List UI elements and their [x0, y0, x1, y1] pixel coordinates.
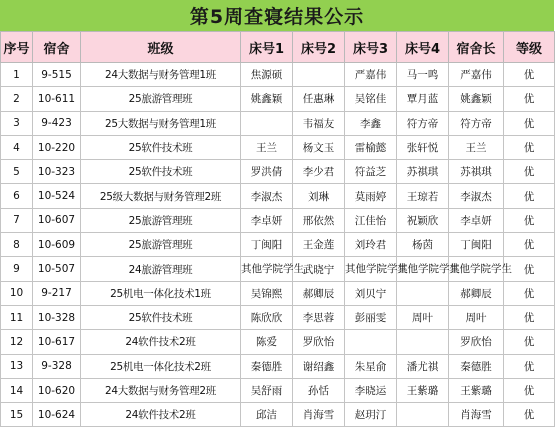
bed2-cell: 李思蓉 — [293, 305, 345, 329]
table-row — [1, 281, 555, 305]
class-cell: 24旅游管理班 — [81, 257, 241, 281]
leader-cell: 其他学院学生 — [449, 257, 504, 281]
bed1-cell: 秦德胜 — [241, 354, 293, 378]
table-row — [1, 403, 555, 427]
header-dorm: 宿舍 — [33, 32, 81, 63]
bed2-cell: 韦福友 — [293, 111, 345, 135]
bed3-cell: 其他学院学生 — [345, 257, 397, 281]
bed1-cell: 王兰 — [241, 135, 293, 159]
row-number: 11 — [1, 305, 33, 329]
bed4-cell: 马一鸣 — [397, 63, 449, 87]
header-bed3: 床号3 — [345, 32, 397, 63]
bed3-cell: 朱星俞 — [345, 354, 397, 378]
bed2-cell: 郝卿辰 — [293, 281, 345, 305]
dorm-cell: 9-515 — [33, 63, 81, 87]
grade-cell: 优 — [504, 281, 555, 305]
leader-cell: 肖海雪 — [449, 403, 504, 427]
bed4-cell: 潘尤祺 — [397, 354, 449, 378]
leader-cell: 苏祺琪 — [449, 160, 504, 184]
row-number: 13 — [1, 354, 33, 378]
table-row — [1, 208, 555, 232]
class-cell: 25软件技术班 — [81, 305, 241, 329]
bed4-cell: 王琼若 — [397, 184, 449, 208]
row-number: 3 — [1, 111, 33, 135]
dorm-cell: 9-217 — [33, 281, 81, 305]
leader-cell: 郝卿辰 — [449, 281, 504, 305]
row-number: 6 — [1, 184, 33, 208]
bed4-cell: 杨茵 — [397, 233, 449, 257]
bed1-cell: 吴舒雨 — [241, 378, 293, 402]
leader-cell: 李卓妍 — [449, 208, 504, 232]
bed3-cell: 莫雨婷 — [345, 184, 397, 208]
bed1-cell — [241, 111, 293, 135]
dorm-cell: 10-220 — [33, 135, 81, 159]
bed2-cell: 谢绍鑫 — [293, 354, 345, 378]
class-cell: 24软件技术2班 — [81, 403, 241, 427]
dorm-cell: 10-609 — [33, 233, 81, 257]
bed4-cell: 符方帝 — [397, 111, 449, 135]
bed4-cell: 祝颖欣 — [397, 208, 449, 232]
header-grade: 等级 — [504, 32, 555, 63]
bed4-cell: 覃月蓝 — [397, 87, 449, 111]
header-bed1: 床号1 — [241, 32, 293, 63]
header-bed4: 床号4 — [397, 32, 449, 63]
page-title: 第5周查寝结果公示 — [0, 0, 554, 31]
bed4-cell — [397, 330, 449, 354]
dorm-cell: 10-620 — [33, 378, 81, 402]
bed2-cell: 孙恬 — [293, 378, 345, 402]
class-cell: 25软件技术班 — [81, 135, 241, 159]
dorm-cell: 9-328 — [33, 354, 81, 378]
header-no: 序号 — [1, 32, 33, 63]
class-cell: 25级大数据与财务管理2班 — [81, 184, 241, 208]
header-bed2: 床号2 — [293, 32, 345, 63]
row-number: 4 — [1, 135, 33, 159]
row-number: 12 — [1, 330, 33, 354]
row-number: 9 — [1, 257, 33, 281]
table-row — [1, 378, 555, 402]
dorm-cell: 10-507 — [33, 257, 81, 281]
class-cell: 24大数据与财务管理2班 — [81, 378, 241, 402]
dorm-cell: 10-328 — [33, 305, 81, 329]
grade-cell: 优 — [504, 111, 555, 135]
bed4-cell: 周叶 — [397, 305, 449, 329]
grade-cell: 优 — [504, 354, 555, 378]
bed3-cell: 符益芝 — [345, 160, 397, 184]
class-cell: 25旅游管理班 — [81, 208, 241, 232]
leader-cell: 王兰 — [449, 135, 504, 159]
bed1-cell: 丁闽阳 — [241, 233, 293, 257]
row-number: 1 — [1, 63, 33, 87]
header-leader: 宿舍长 — [449, 32, 504, 63]
bed3-cell: 彭丽雯 — [345, 305, 397, 329]
inspection-table — [0, 31, 555, 427]
bed3-cell: 江佳怡 — [345, 208, 397, 232]
bed2-cell: 罗欣怡 — [293, 330, 345, 354]
class-cell: 25旅游管理班 — [81, 233, 241, 257]
bed1-cell: 吴锦熙 — [241, 281, 293, 305]
bed1-cell: 邱洁 — [241, 403, 293, 427]
class-cell: 25机电一体化技术1班 — [81, 281, 241, 305]
table-row — [1, 330, 555, 354]
dorm-cell: 10-323 — [33, 160, 81, 184]
grade-cell: 优 — [504, 378, 555, 402]
row-number: 10 — [1, 281, 33, 305]
bed3-cell: 赵玥汀 — [345, 403, 397, 427]
dorm-cell: 10-617 — [33, 330, 81, 354]
row-number: 5 — [1, 160, 33, 184]
bed4-cell: 苏祺琪 — [397, 160, 449, 184]
bed2-cell: 任惠琳 — [293, 87, 345, 111]
grade-cell: 优 — [504, 160, 555, 184]
row-number: 15 — [1, 403, 33, 427]
bed1-cell: 焦源硕 — [241, 63, 293, 87]
bed2-cell: 王金莲 — [293, 233, 345, 257]
grade-cell: 优 — [504, 257, 555, 281]
table-row — [1, 160, 555, 184]
row-number: 7 — [1, 208, 33, 232]
table-row — [1, 354, 555, 378]
class-cell: 25机电一体化技术2班 — [81, 354, 241, 378]
table-row — [1, 184, 555, 208]
bed4-cell: 其他学院学生 — [397, 257, 449, 281]
bed2-cell: 李少君 — [293, 160, 345, 184]
grade-cell: 优 — [504, 87, 555, 111]
bed3-cell: 李晓运 — [345, 378, 397, 402]
bed4-cell: 张轩悦 — [397, 135, 449, 159]
leader-cell: 王紫璐 — [449, 378, 504, 402]
leader-cell: 罗欣怡 — [449, 330, 504, 354]
bed2-cell: 邢依然 — [293, 208, 345, 232]
grade-cell: 优 — [504, 63, 555, 87]
class-cell: 25软件技术班 — [81, 160, 241, 184]
leader-cell: 秦德胜 — [449, 354, 504, 378]
grade-cell: 优 — [504, 330, 555, 354]
grade-cell: 优 — [504, 135, 555, 159]
leader-cell: 周叶 — [449, 305, 504, 329]
bed3-cell: 雷榆懿 — [345, 135, 397, 159]
bed2-cell — [293, 63, 345, 87]
bed2-cell: 杨文玉 — [293, 135, 345, 159]
bed2-cell: 肖海雪 — [293, 403, 345, 427]
table-row — [1, 63, 555, 87]
bed1-cell: 李淑杰 — [241, 184, 293, 208]
dorm-cell: 9-423 — [33, 111, 81, 135]
leader-cell: 丁闽阳 — [449, 233, 504, 257]
class-cell: 24大数据与财务管理1班 — [81, 63, 241, 87]
table-row — [1, 305, 555, 329]
dorm-cell: 10-524 — [33, 184, 81, 208]
dorm-cell: 10-624 — [33, 403, 81, 427]
leader-cell: 严嘉伟 — [449, 63, 504, 87]
table-row — [1, 135, 555, 159]
bed2-cell: 武晓宁 — [293, 257, 345, 281]
class-cell: 25旅游管理班 — [81, 87, 241, 111]
table-row — [1, 233, 555, 257]
bed3-cell: 李鑫 — [345, 111, 397, 135]
row-number: 14 — [1, 378, 33, 402]
bed4-cell — [397, 281, 449, 305]
bed1-cell: 陈爱 — [241, 330, 293, 354]
grade-cell: 优 — [504, 403, 555, 427]
header-row — [1, 32, 555, 63]
bed3-cell: 严嘉伟 — [345, 63, 397, 87]
bed4-cell: 王紫璐 — [397, 378, 449, 402]
bed1-cell: 罗洪倩 — [241, 160, 293, 184]
bed3-cell: 吴铭佳 — [345, 87, 397, 111]
grade-cell: 优 — [504, 208, 555, 232]
bed1-cell: 李卓妍 — [241, 208, 293, 232]
bed1-cell: 姚鑫颖 — [241, 87, 293, 111]
bed1-cell: 陈欣欣 — [241, 305, 293, 329]
leader-cell: 姚鑫颖 — [449, 87, 504, 111]
leader-cell: 符方帝 — [449, 111, 504, 135]
class-cell: 25大数据与财务管理1班 — [81, 111, 241, 135]
grade-cell: 优 — [504, 305, 555, 329]
bed3-cell — [345, 330, 397, 354]
grade-cell: 优 — [504, 184, 555, 208]
class-cell: 24软件技术2班 — [81, 330, 241, 354]
row-number: 2 — [1, 87, 33, 111]
table-row — [1, 111, 555, 135]
dorm-cell: 10-607 — [33, 208, 81, 232]
leader-cell: 李淑杰 — [449, 184, 504, 208]
bed3-cell: 刘贝宁 — [345, 281, 397, 305]
table-row — [1, 257, 555, 281]
grade-cell: 优 — [504, 233, 555, 257]
bed3-cell: 刘玲君 — [345, 233, 397, 257]
bed1-cell: 其他学院学生 — [241, 257, 293, 281]
row-number: 8 — [1, 233, 33, 257]
header-class: 班级 — [81, 32, 241, 63]
bed2-cell: 刘琳 — [293, 184, 345, 208]
bed4-cell — [397, 403, 449, 427]
dorm-cell: 10-611 — [33, 87, 81, 111]
table-row — [1, 87, 555, 111]
